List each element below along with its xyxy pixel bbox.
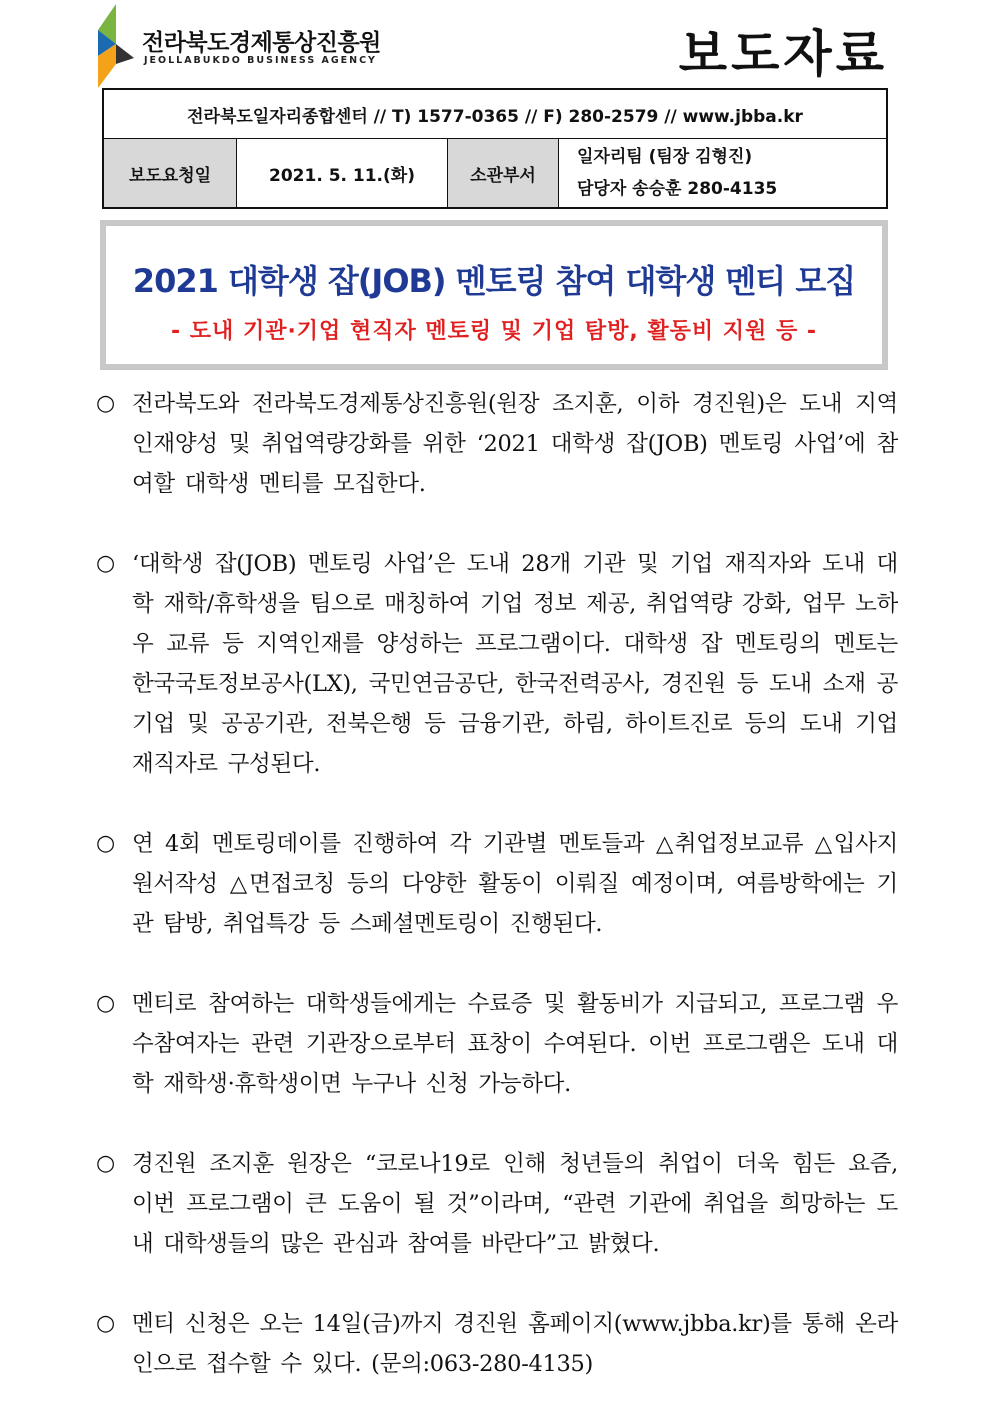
paragraph-text: ‘대학생 잡(JOB) 멘토링 사업’은 도내 28개 기관 및 기업 재직자와 도내 대학 재학/휴학생을 팀으로 매칭하여 기업 정보 제공, 취업역량 강화, 업무 노하우 교류 등 지역인재를 양성하는 프로그램이다. 대학생 잡 멘토링의 멘토는 한국국토정보공사(LX), 국민연금공단, 한국전력공사, 경진원 등 도내 소재 공기업 및 공공기관, 전북은행 등 금융기관, 하림, 하이트진로 등의 도내 기업 재직자로 구성된다. (132, 551, 898, 777)
request-date-label: 보도요청일 (103, 139, 237, 209)
bullet-circle-icon: ○ (96, 991, 116, 1016)
paragraph-text: 전라북도와 전라북도경제통상진흥원(원장 조지훈, 이하 경진원)은 도내 지역인재양성 및 취업역량강화를 위한 ‘2021 대학생 잡(JOB) 멘토링 사업’에 참여할 대학생 멘티를 모집한다. (132, 391, 898, 497)
department-team: 일자리팀 (팀장 김형진) (577, 147, 753, 167)
contact-info-table (102, 88, 888, 209)
org-name-korean: 전라북도경제통상진흥원 (142, 30, 381, 56)
bullet-circle-icon: ○ (96, 391, 116, 416)
department-contact: 담당자 송승훈 280-4135 (577, 179, 778, 199)
org-name-english: JEOLLABUKDO BUSINESS AGENCY (144, 55, 377, 66)
paragraph-text: 멘티로 참여하는 대학생들에게는 수료증 및 활동비가 지급되고, 프로그램 우수참여자는 관련 기관장으로부터 표창이 수여된다. 이번 프로그램은 도내 대학 재학생·휴학생이면 누구나 신청 가능하다. (132, 991, 898, 1097)
paragraph (96, 824, 898, 944)
bullet-circle-icon: ○ (96, 1151, 116, 1176)
paragraph (96, 544, 898, 784)
department-label: 소관부서 (448, 139, 559, 209)
bullet-circle-icon: ○ (96, 831, 116, 856)
document-type-title: 보도자료 (678, 25, 888, 83)
paragraph (96, 1304, 898, 1384)
paragraph (96, 384, 898, 504)
contact-line: 전라북도일자리종합센터 // T) 1577-0365 // F) 280-2579 // www.jbba.kr (103, 89, 887, 139)
paragraph-text: 멘티 신청은 오는 14일(금)까지 경진원 홈페이지(www.jbba.kr)를 통해 온라인으로 접수할 수 있다. (문의:063-280-4135) (132, 1311, 898, 1377)
department-value (559, 139, 888, 209)
paragraph (96, 984, 898, 1104)
bullet-circle-icon: ○ (96, 551, 116, 576)
document-header (0, 0, 992, 90)
article-body (96, 384, 898, 1424)
paragraph (96, 1144, 898, 1264)
paragraph-text: 경진원 조지훈 원장은 “코로나19로 인해 청년들의 취업이 더욱 힘든 요즘, 이번 프로그램이 큰 도움이 될 것”이라며, “관련 기관에 취업을 희망하는 도내 대학생들의 많은 관심과 참여를 바란다”고 밝혔다. (132, 1151, 898, 1257)
paragraph-text: 연 4회 멘토링데이를 진행하여 각 기관별 멘토들과 △취업정보교류 △입사지원서작성 △면접코칭 등의 다양한 활동이 이뤄질 예정이며, 여름방학에는 기관 탐방, 취업특강 등 스페셜멘토링이 진행된다. (132, 831, 898, 937)
agency-logo-icon (94, 4, 138, 88)
request-date-value: 2021. 5. 11.(화) (237, 139, 448, 209)
headline-box (100, 220, 888, 370)
headline-subtitle: - 도내 기관·기업 현직자 멘토링 및 기업 탐방, 활동비 지원 등 - (170, 319, 818, 344)
bullet-circle-icon: ○ (96, 1311, 116, 1336)
headline-title: 2021 대학생 잡(JOB) 멘토링 참여 대학생 멘티 모집 (132, 262, 856, 300)
